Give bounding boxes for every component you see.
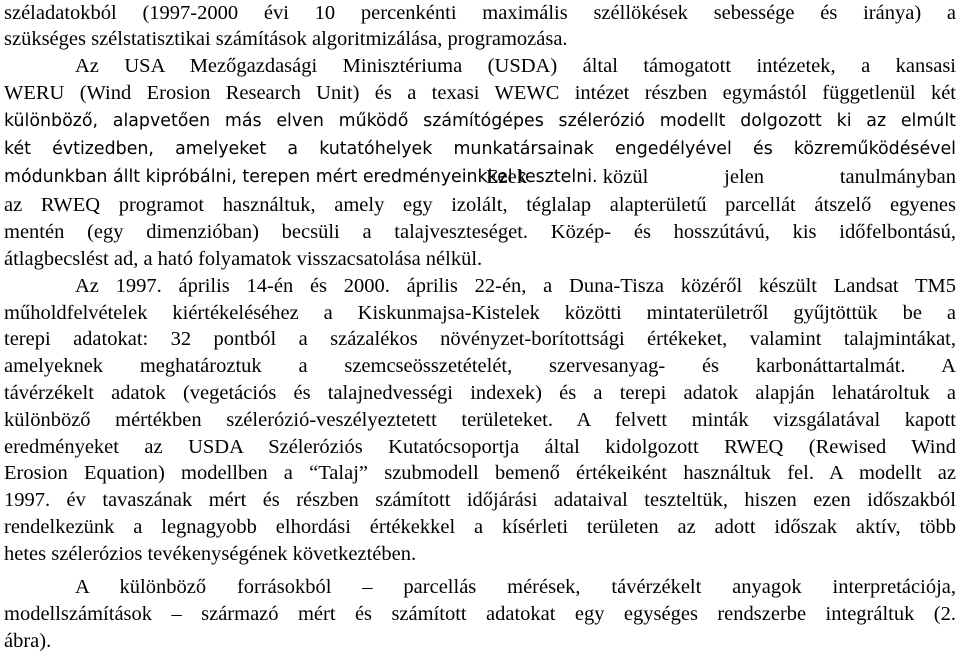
- text-line: Erosion Equation) modellben a “Talaj” szubmodell bemenő értékeiként használtuk fel. A modellt az: [4, 462, 956, 484]
- text-line: távérzékelt adatok (vegetációs és talajnedvességi indexek) és a terepi adatok alapján lehatároltuk a: [4, 382, 956, 404]
- text-line: A különböző forrásokból – parcellás mérések, távérzékelt anyagok interpretációja,: [75, 576, 956, 598]
- text-line: amelyeknek meghatároztuk a szemcseösszetételét, szervesanyag- és karbonáttartalmát. A: [4, 355, 956, 377]
- text-line: modellszámítások – származó mért és számított adatokat egy egységes rendszerbe integráltuk (2.: [4, 603, 956, 625]
- text-line: Az 1997. április 14-én és 2000. április 22-én, a Duna-Tisza közéről készült Landsat TM5: [75, 275, 956, 297]
- text-line: különböző mértékben szélerózió-veszélyeztetett területeket. A felvett minták vizsgálatával kapott: [4, 409, 956, 431]
- text-line: Az USA Mezőgazdasági Minisztériuma (USDA) által támogatott intézetek, a kansasi: [75, 55, 956, 77]
- text-line: mentén (egy dimenzióban) becsüli a talajveszteséget. Közép- és hosszútávú, kis időfelbontású,: [4, 221, 956, 243]
- text-line: az RWEQ programot használtuk, amely egy izolált, téglalap alapterületű parcellát átszelő egyenes: [4, 194, 956, 216]
- text-line: széladatokból (1997-2000 évi 10 percenkénti maximális széllökések sebessége és iránya) a: [4, 2, 956, 24]
- text-line: különböző, alapvetően más elven működő számítógépes szélerózió modellt dolgozott ki az elmúlt: [4, 111, 956, 131]
- text-line: 1997. év tavaszának mért és részben számított időjárási adataival teszteltük, hiszen ezen időszakból: [4, 489, 956, 511]
- text-line: műholdfelvételek kiértékeléséhez a Kiskunmajsa-Kistelek közötti mintaterületről gyűjtöttük be a: [4, 302, 956, 324]
- text-line: hetes szélerózios tevékenységének következtében.: [4, 543, 417, 565]
- text-line: rendelkezünk a legnagyobb elhordási értékekkel a kísérleti területen az adott időszak aktív, több: [4, 516, 956, 538]
- text-line: módunkban állt kipróbálni, terepen mért eredményeinkkel tesztelni.: [4, 167, 598, 187]
- text-line: WERU (Wind Erosion Research Unit) és a texasi WEWC intézet részben egymástól függetlenül két: [4, 82, 956, 104]
- text-line: két évtizedben, amelyeket a kutatóhelyek munkatársainak engedélyével és közreműködésével: [4, 139, 956, 159]
- text-line: terepi adatokat: 32 pontból a százalékos növényzet-borítottsági értékeket, valamint talajmintákat,: [4, 328, 956, 350]
- text-line: ábra).: [4, 630, 52, 652]
- text-line: átlagbecslést ad, a ható folyamatok visszacsatolása nélkül.: [4, 248, 483, 270]
- text-line: Ezek közül jelen tanulmányban: [486, 166, 956, 188]
- text-line: szükséges szélstatisztikai számítások algoritmizálása, programozása.: [4, 28, 568, 50]
- text-line: eredményeket az USDA Széleróziós Kutatócsoportja által kidolgozott RWEQ (Rewised Wind: [4, 436, 956, 458]
